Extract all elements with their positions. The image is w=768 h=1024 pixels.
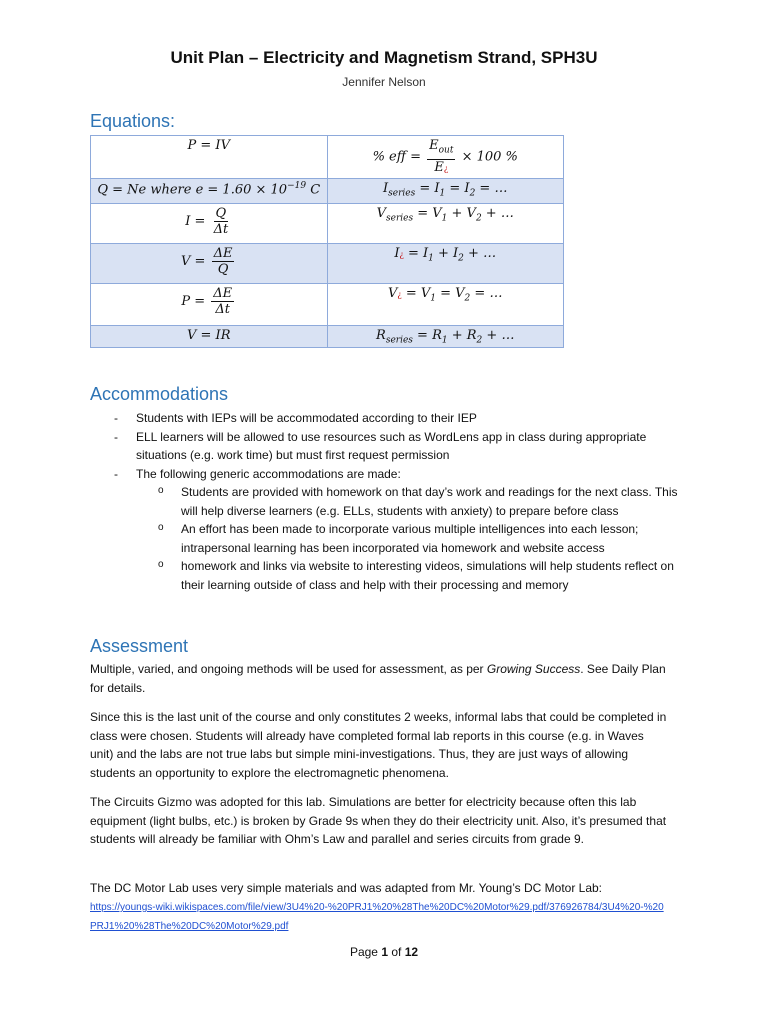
equation-series-resistance: $R_{series} = R_1 + R_2$ + … (327, 325, 564, 348)
footer-of-word: of (391, 945, 402, 959)
sublist-item: o homework and links via website to interesting videos, simulations will help students reflect on their learning outside of class and help with their processing and memory (136, 557, 680, 594)
page-footer (0, 945, 768, 959)
assessment-paragraph: Since this is the last unit of the course and only constitutes 2 weeks, informal labs that could be completed in class were chosen. Students will already have completed formal lab reports in this course (e.g. in Waves unit) and the labs are not true labs but simple mini-investigations. Thus, they are just ways of allowing students an opportunity to explore the electromagnetic phenomena. (90, 710, 667, 780)
list-item-text: The following generic accommodations are made: (136, 466, 401, 481)
accommodations-sublist (136, 483, 680, 594)
footer-current-page: 1 (381, 945, 388, 959)
equation-series-voltage: $V_{series} = V_1 + V_2$ + … (327, 203, 564, 243)
equation-parallel-voltage: V¿ = $V_1 = V_2$ = … (327, 283, 564, 325)
sublist-item: o An effort has been made to incorporate various multiple intelligences into each lesson; intrapersonal learning has been incorporated via homework and website access (136, 520, 680, 557)
footer-page-word: Page (349, 945, 378, 959)
growing-success-title: Growing Success (486, 662, 581, 676)
equation-row (91, 243, 564, 283)
list-item: - ELL learners will be allowed to use resources such as WordLens app in class during appropriate situations (e.g. work time) but must first request permission (90, 428, 680, 465)
equation-row (91, 136, 564, 179)
equation-row (91, 325, 564, 348)
equation-voltage: V = $\frac{\Delta E}{Q}$ (91, 243, 328, 283)
equation-efficiency: % eff = $\frac{E_{out}}{E¿}$ × 100 % (327, 136, 564, 179)
text-segment: Multiple, varied, and ongoing methods will be used for assessment, as per (90, 662, 487, 676)
assessment-heading: Assessment (90, 636, 189, 656)
dc-motor-lab-link[interactable]: https://youngs-wiki.wikispaces.com/file/view/3U4%20-%20PRJ1%20%28The%20DC%20Motor%29.pdf/376926784/3U4%20-%20PRJ1%20%28The%20DC%20Motor%29.pdf (90, 902, 664, 932)
assessment-paragraph: The Circuits Gizmo was adopted for this lab. Simulations are better for electricity because often this lab equipment (light bulbs, etc.) is broken by Grade 9s when they do their electricity unit. Also, it’s presumed that students will already be familiar with Ohm’s Law and parallel and series circuits from grade 9. (90, 795, 667, 846)
equation-row (91, 178, 564, 203)
list-item (90, 465, 680, 595)
footer-total-pages: 12 (404, 945, 419, 959)
equation-parallel-current: I¿ = $I_1 + I_2$ + … (327, 243, 564, 283)
equation-power-iv: P = IV (91, 136, 328, 179)
sublist-item: o Students are provided with homework on that day’s work and readings for the next class. This will help diverse learners (e.g. ELLs, students with anxiety) to prepare before class (136, 483, 680, 520)
equation-row (91, 203, 564, 243)
equation-power-energy: P = $\frac{\Delta E}{\Delta t}$ (91, 283, 328, 325)
equations-table (90, 135, 564, 348)
assessment-paragraph (90, 660, 670, 697)
equation-current: I = $\frac{Q}{\Delta t}$ (91, 203, 328, 243)
assessment-paragraph: The DC Motor Lab uses very simple materials and was adapted from Mr. Young’s DC Motor Lab: (90, 881, 603, 895)
accommodations-heading: Accommodations (90, 384, 229, 404)
equation-row (91, 283, 564, 325)
accommodations-list (90, 409, 680, 594)
equations-heading: Equations: (90, 111, 176, 131)
author-name: Jennifer Nelson (342, 75, 426, 89)
equation-series-current: $I_{series} = I_1 = I_2$ = … (327, 178, 564, 203)
equation-ohms-law: V = IR (91, 325, 328, 348)
equation-charge: Q = Ne where $e = 1.60 \times 10^{-19}$ C (91, 178, 328, 203)
list-item: - Students with IEPs will be accommodated according to their IEP (90, 409, 680, 428)
page-title: Unit Plan – Electricity and Magnetism Strand, SPH3U (170, 48, 598, 67)
text-segment: . See Daily Plan for details. (90, 662, 666, 695)
